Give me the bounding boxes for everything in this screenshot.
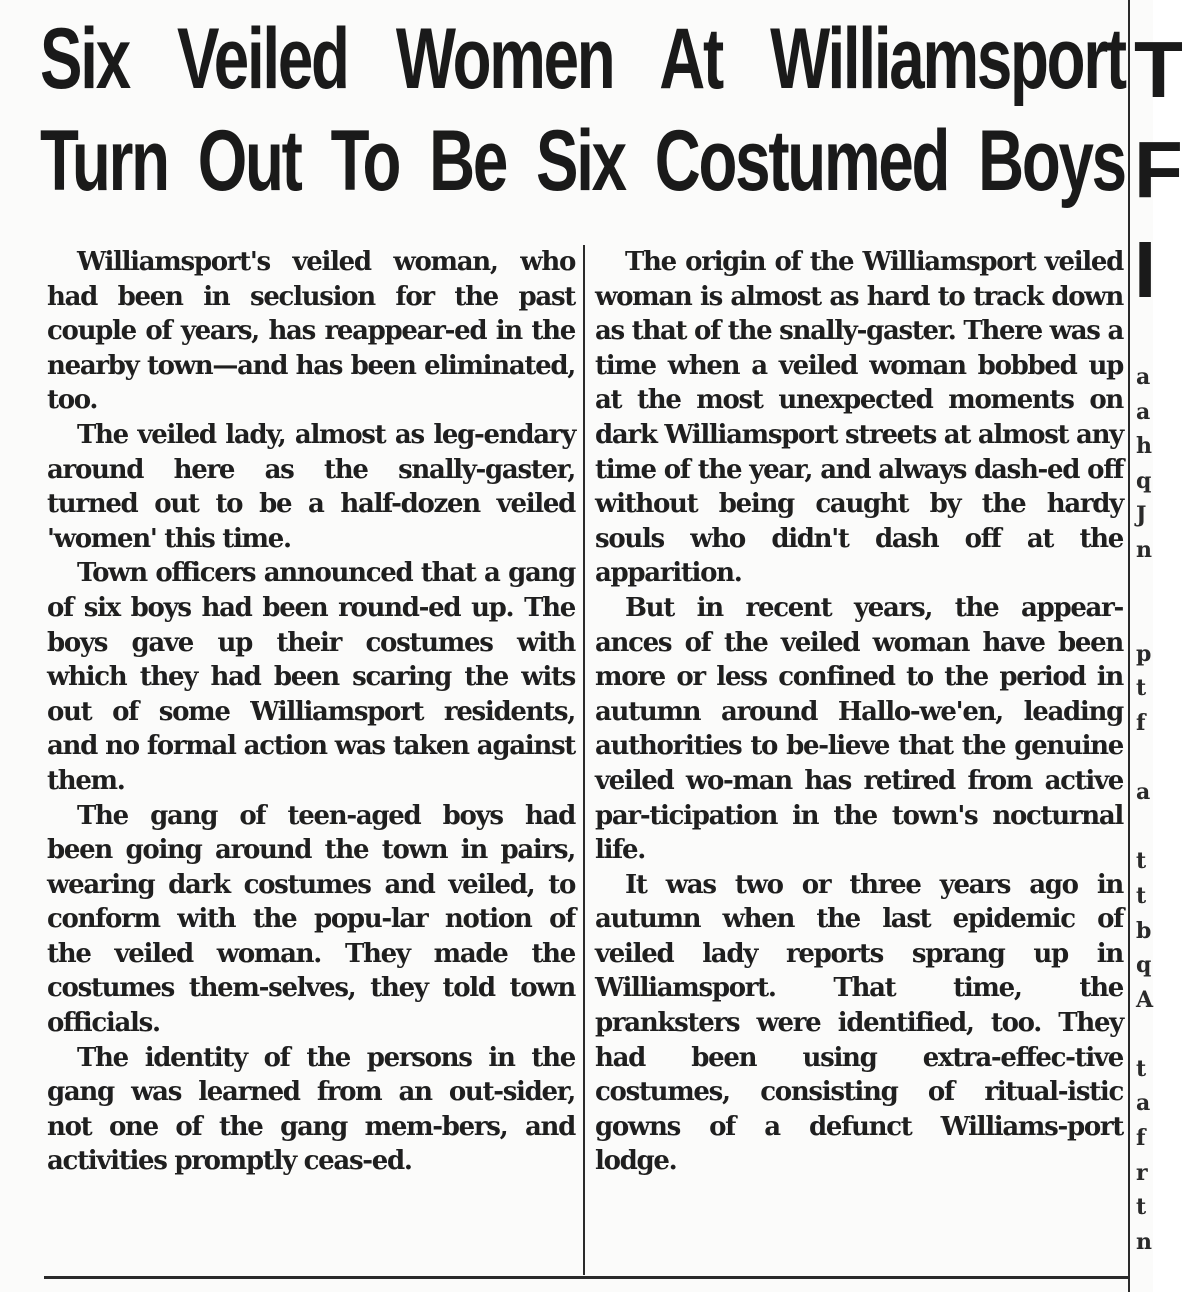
paragraph: The origin of the Williamsport veiled woman is almost as hard to track down as that of the snally-gaster. There was a time when a veiled woman bobbed up at the most unexpected moments on dark Williamsport streets at almost any time of the year, and always dash-ed off without being caught by the hardy souls who didn't dash off at the apparition. <box>595 247 1123 589</box>
column-divider <box>583 245 585 1275</box>
adjacent-headline-fragment: T F I <box>1134 25 1183 314</box>
headline <box>40 8 1125 212</box>
headline-line-2: Turn Out To Be Six Costumed Boys <box>40 113 1125 209</box>
paragraph: The veiled lady, almost as leg-endary around here as the snally-gaster, turned out to be a half-dozen veiled 'women' this time. <box>47 419 575 554</box>
headline-line-1: Six Veiled Women At Williamsport <box>40 11 1125 107</box>
paragraph: It was two or three years ago in autumn when the last epidemic of veiled lady reports sprang up in Williamsport. That time, the pranksters were identified, too. They had been using extra-effec-tive costumes, consisting of ritual-istic gowns of a defunct Williams-port lodge. <box>595 869 1123 1177</box>
adjacent-column-fragment: a a h q J n p t f a t t b q A t a f r t n <box>1136 364 1154 1255</box>
adjacent-article-divider <box>1128 0 1130 1292</box>
paragraph: Williamsport's veiled woman, who had been in seclusion for the past couple of years, has reappear-ed in the nearby town—and has been eliminated, too. <box>47 247 575 416</box>
paragraph: The gang of teen-aged boys had been going around the town in pairs, wearing dark costumes and veiled, to conform with the popu-lar notion of the veiled woman. They made the costumes them-selves, they told town officials. <box>47 800 575 1039</box>
left-column <box>47 245 575 1179</box>
paragraph: The identity of the persons in the gang was learned from an out-sider, not one of the gang mem-bers, and activities promptly ceas-ed. <box>47 1042 575 1177</box>
right-column <box>595 245 1123 1179</box>
paragraph: But in recent years, the appear-ances of the veiled woman have been more or less confined to the period in autumn around Hallo-we'en, leading authorities to be-lieve that the genuine veiled wo-man has retired from active par-ticipation in the town's nocturnal life. <box>595 592 1123 866</box>
bottom-rule <box>44 1276 1129 1279</box>
paragraph: Town officers announced that a gang of six boys had been round-ed up. The boys gave up their costumes with which they had been scaring the wits out of some Williamsport residents, and no formal action was taken against them. <box>47 558 575 796</box>
